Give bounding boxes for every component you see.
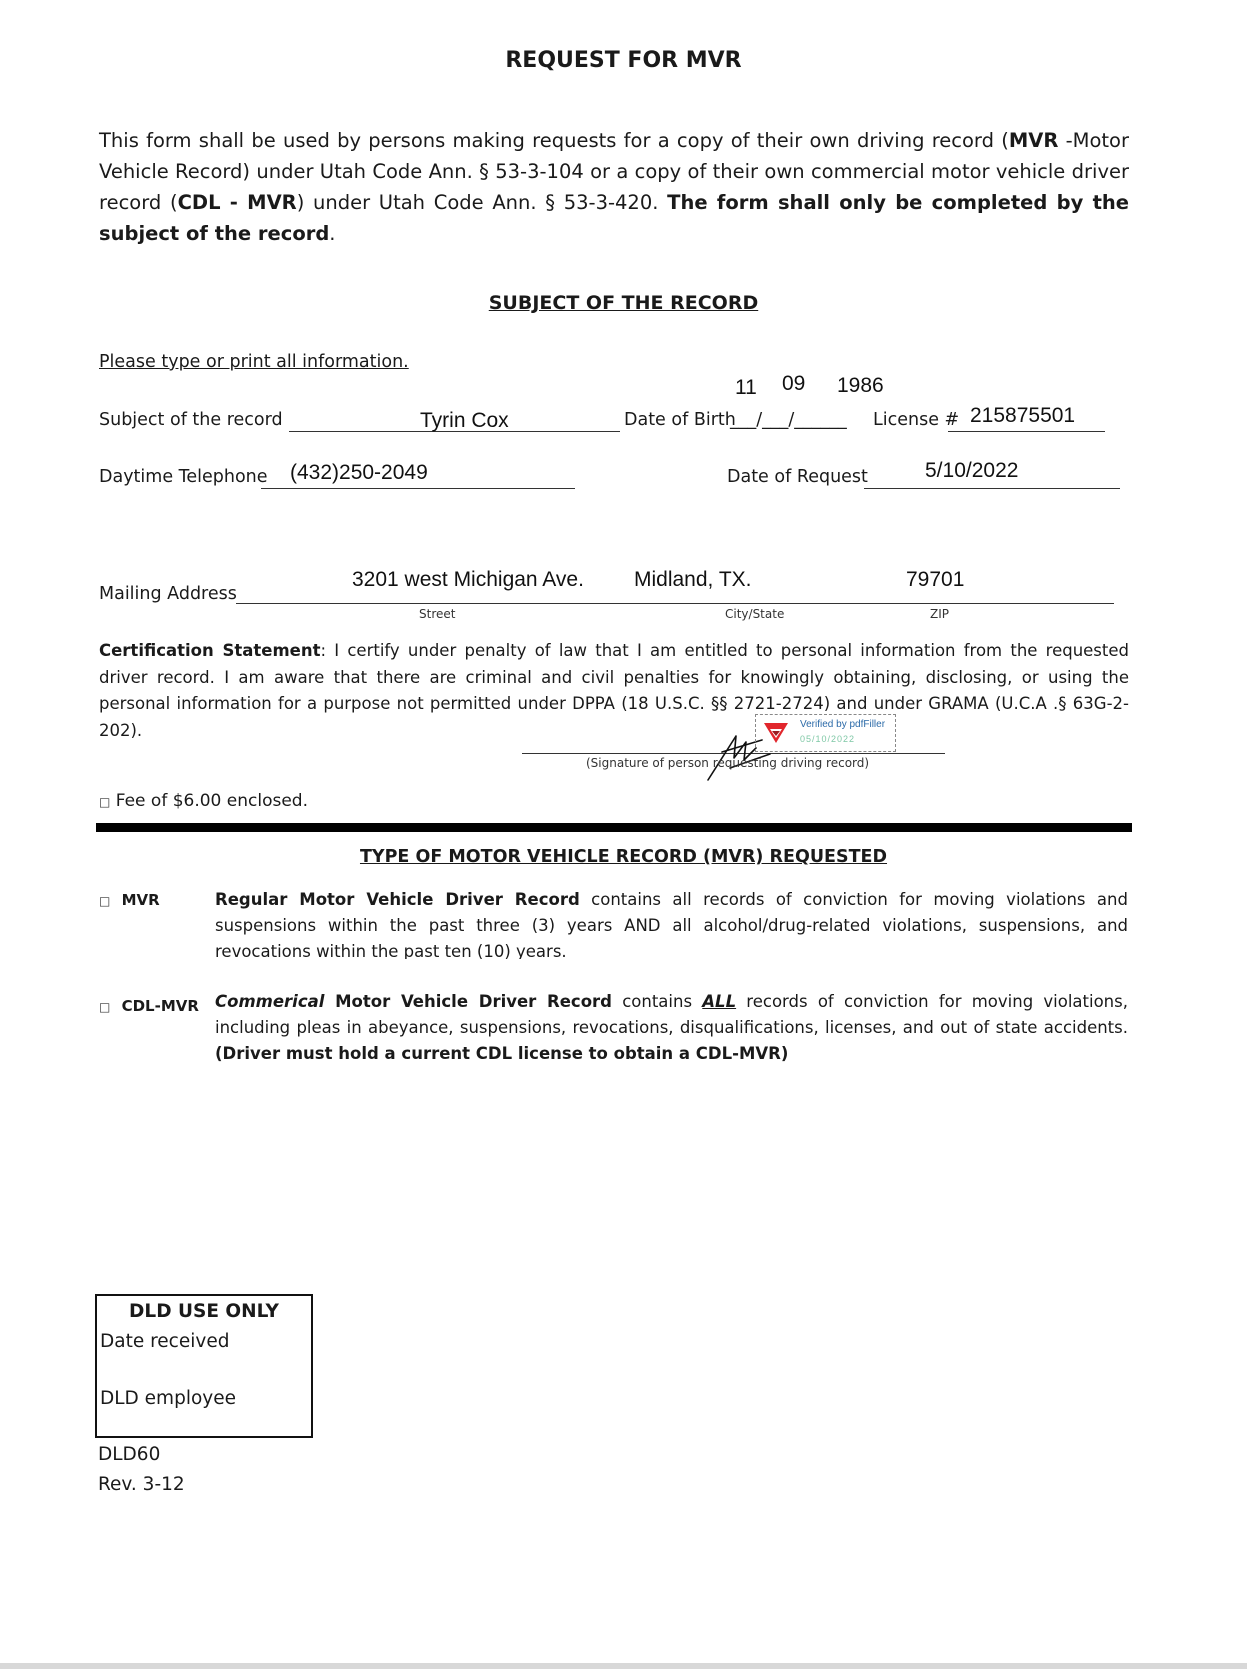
intro-bold-note: The form shall only be completed by the subject of the record <box>99 191 1129 245</box>
form-title: REQUEST FOR MVR <box>505 48 742 73</box>
pdffiller-logo-icon <box>762 721 790 745</box>
instructions: Please type or print all information. <box>99 352 409 372</box>
fee-checkbox[interactable]: □ <box>99 795 111 809</box>
dob-separators: ___/___/______ <box>730 410 847 430</box>
certification-statement <box>99 638 1129 744</box>
license-label: License # <box>873 410 960 430</box>
form-revision: Rev. 3-12 <box>98 1474 185 1495</box>
intro-text-2: -Motor Vehicle Record) under Utah Code Ann. § 53-3-104 or a copy of their own commercial motor vehicle driver record ( <box>99 129 1129 214</box>
dld-use-only-box <box>95 1294 313 1438</box>
intro-bold-cdl: CDL - MVR <box>177 191 297 214</box>
form-number: DLD60 <box>98 1444 161 1465</box>
mailing-label: Mailing Address <box>99 584 237 604</box>
option-cdl-text-1: contains <box>612 992 703 1011</box>
zip-caption: ZIP <box>930 607 949 621</box>
dob-label: Date of Birth <box>624 410 736 430</box>
verified-badge <box>755 714 896 752</box>
option-cdl-note: (Driver must hold a current CDL license to obtain a CDL-MVR) <box>215 1044 789 1063</box>
verified-text: Verified by pdfFiller <box>800 719 886 730</box>
fee-text: Fee of $6.00 enclosed. <box>115 791 308 811</box>
fee-row <box>99 791 308 811</box>
request-date-value[interactable]: 5/10/2022 <box>925 459 1019 482</box>
mailing-line <box>236 603 1114 604</box>
subject-value[interactable]: Tyrin Cox <box>420 409 509 432</box>
dob-month-value[interactable]: 11 <box>735 376 757 399</box>
intro-text-1: This form shall be used by persons making requests for a copy of their own driving record ( <box>99 129 1009 152</box>
dld-employee: DLD employee <box>100 1388 236 1409</box>
option-cdl-mvr-label: CDL-MVR <box>121 997 199 1015</box>
intro-text-4: . <box>329 222 336 245</box>
option-cdl-title: Motor Vehicle Driver Record <box>324 992 612 1011</box>
zip-value[interactable]: 79701 <box>906 568 965 591</box>
option-cdl-all: ALL <box>702 992 737 1011</box>
request-date-label: Date of Request <box>727 467 868 487</box>
option-cdl-mvr[interactable] <box>99 997 199 1015</box>
mvr-section-title: TYPE OF MOTOR VEHICLE RECORD (MVR) REQUESTED <box>359 847 888 867</box>
license-value[interactable]: 215875501 <box>970 404 1076 427</box>
signature-caption: (Signature of person requesting driving record) <box>586 756 870 770</box>
certification-text: : I certify under penalty of law that I am entitled to personal information from the requested driver record. I am aware that there are criminal and civil penalties for knowingly obtaining, disclosing, or using the personal information for a purpose not permitted under DPPA (18 U.S.C. §§ 2721-2724) and under GRAMA (U.C.A .§ 63G-2-202). <box>99 641 1130 740</box>
subject-label: Subject of the record <box>99 410 283 430</box>
license-line <box>948 431 1105 432</box>
phone-value[interactable]: (432)250-2049 <box>290 461 428 484</box>
divider-bar <box>96 823 1132 832</box>
city-state-caption: City/State <box>725 607 785 621</box>
dob-day-value[interactable]: 09 <box>782 372 806 395</box>
section-title: SUBJECT OF THE RECORD <box>488 292 759 314</box>
intro-bold-mvr: MVR <box>1008 129 1059 152</box>
option-mvr-description <box>215 887 1128 959</box>
viewer-bottom-edge <box>0 1663 1247 1669</box>
intro-text-3: ) under Utah Code Ann. § 53-3-420. <box>296 191 668 214</box>
option-mvr-label: MVR <box>121 891 160 909</box>
request-date-line <box>864 488 1120 489</box>
phone-line <box>261 488 575 489</box>
option-cdl-mvr-checkbox[interactable]: □ <box>99 1000 111 1014</box>
option-cdl-italic: Commerical <box>215 992 325 1011</box>
dob-year-value[interactable]: 1986 <box>837 374 884 397</box>
option-mvr-title: Regular Motor Vehicle Driver Record <box>215 890 580 909</box>
phone-label: Daytime Telephone <box>99 467 268 487</box>
city-state-value[interactable]: Midland, TX. <box>634 568 752 591</box>
option-mvr-checkbox[interactable]: □ <box>99 894 111 908</box>
option-mvr-text: contains all records of conviction for moving violations and suspensions within the past three (3) years AND all alcohol/drug-related violations, suspensions, and revocations within the past ten (10) years. <box>215 890 1128 959</box>
dld-heading: DLD USE ONLY <box>129 1301 279 1322</box>
option-cdl-mvr-description <box>215 989 1128 1067</box>
dld-date-received: Date received <box>100 1331 230 1352</box>
certification-label: Certification Statement <box>99 641 321 660</box>
street-value[interactable]: 3201 west Michigan Ave. <box>352 568 584 591</box>
verified-date: 05/10/2022 <box>800 734 856 744</box>
option-cdl-text-2: records of conviction for moving violations, including pleas in abeyance, suspensions, revocations, disqualifications, licenses, and out of state accidents. <box>215 992 1128 1037</box>
intro-paragraph <box>99 125 1129 249</box>
option-mvr[interactable] <box>99 891 160 909</box>
street-caption: Street <box>419 607 456 621</box>
